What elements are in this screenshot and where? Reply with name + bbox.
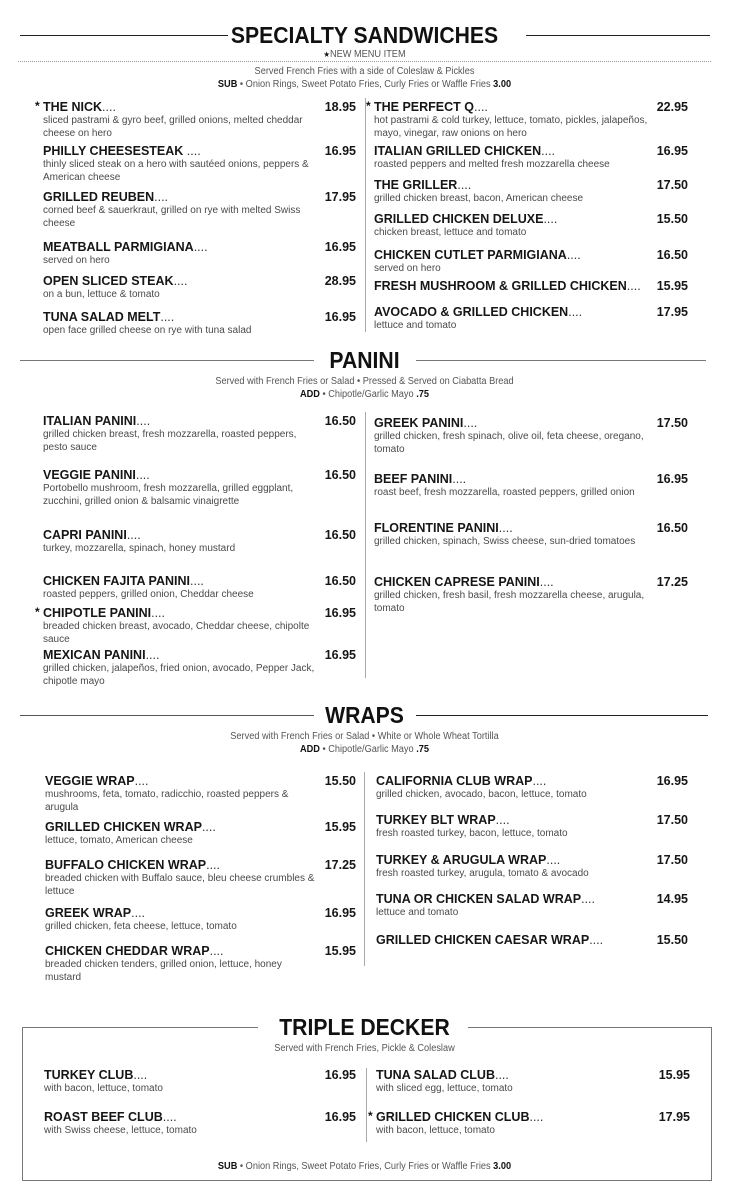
served-note: Served with French Fries or Salad • Pressed & Served on Ciabatta Bread: [215, 376, 514, 387]
menu-item: [43, 240, 356, 268]
item-description: hot pastrami & cold turkey, lettuce, tomato, pickles, jalapeños, mayo, vinegar, raw onions on hero: [374, 115, 648, 139]
new-item-star-icon: *: [366, 99, 371, 113]
item-price: 16.95: [324, 606, 356, 620]
item-name: THE GRILLER....: [374, 178, 472, 192]
item-description: breaded chicken with Buffalo sauce, bleu cheese crumbles & lettuce: [45, 873, 315, 897]
section-title: SPECIALTY SANDWICHES: [230, 22, 499, 48]
item-price: 16.95: [324, 1110, 356, 1124]
add-note: ADD • Chipotle/Garlic Mayo .75: [299, 744, 430, 755]
item-description: lettuce, tomato, American cheese: [45, 835, 193, 846]
menu-item: [43, 468, 356, 508]
item-price: 17.50: [656, 813, 688, 827]
menu-item: [374, 248, 688, 276]
item-name: TUNA OR CHICKEN SALAD WRAP....: [376, 892, 595, 906]
item-description: chicken breast, lettuce and tomato: [374, 227, 527, 238]
item-price: 18.95: [324, 100, 356, 114]
column-divider: [365, 412, 366, 678]
menu-item: [376, 813, 688, 841]
menu-item: [376, 1068, 690, 1096]
item-price: 15.95: [324, 944, 356, 958]
menu-item: [44, 1110, 356, 1138]
item-name: CHIPOTLE PANINI....: [43, 606, 166, 620]
item-price: 15.95: [656, 279, 688, 293]
item-price: 16.95: [324, 1068, 356, 1082]
panini-header: [0, 345, 729, 401]
menu-item: [43, 648, 356, 688]
menu-item: [43, 144, 356, 184]
item-price: 16.95: [324, 240, 356, 254]
item-name: CHICKEN CHEDDAR WRAP....: [45, 944, 224, 958]
new-item-star-icon: *: [35, 605, 40, 619]
menu-item: [374, 305, 688, 333]
menu-item: [43, 274, 356, 302]
item-price: 15.50: [324, 774, 356, 788]
menu-item: [45, 774, 356, 814]
item-name: CAPRI PANINI....: [43, 528, 141, 542]
item-description: fresh roasted turkey, bacon, lettuce, tomato: [376, 828, 568, 839]
item-description: mushrooms, feta, tomato, radicchio, roasted peppers & arugula: [45, 789, 289, 813]
add-note: ADD • Chipotle/Garlic Mayo .75: [299, 389, 430, 400]
dotted-divider: [18, 61, 711, 62]
item-name: TURKEY & ARUGULA WRAP....: [376, 853, 561, 867]
item-description: roasted peppers, grilled onion, Cheddar cheese: [43, 589, 254, 600]
item-price: 16.95: [656, 144, 688, 158]
menu-item: [35, 99, 356, 140]
item-name: CHICKEN CAPRESE PANINI....: [374, 575, 554, 589]
item-price: 16.95: [324, 648, 356, 662]
specialty-header: [0, 20, 729, 61]
menu-item: [374, 212, 688, 240]
menu-item: [366, 99, 688, 140]
item-name: VEGGIE PANINI....: [43, 468, 150, 482]
item-name: MEXICAN PANINI....: [43, 648, 160, 662]
item-description: grilled chicken, spinach, Swiss cheese, sun-dried tomatoes: [374, 536, 636, 547]
item-name: FLORENTINE PANINI....: [374, 521, 513, 535]
menu-item: [374, 416, 688, 456]
section-title: PANINI: [329, 347, 400, 373]
triple-sub-note: SUB • Onion Rings, Sweet Potato Fries, Curly Fries or Waffle Fries 3.00: [217, 1161, 512, 1172]
item-name: ITALIAN GRILLED CHICKEN....: [374, 144, 556, 158]
item-description: grilled chicken breast, bacon, American cheese: [374, 193, 584, 204]
item-description: grilled chicken, jalapeños, fried onion, avocado, Pepper Jack, chipotle mayo: [43, 663, 315, 687]
menu-item: [45, 820, 356, 848]
item-description: with sliced egg, lettuce, tomato: [376, 1083, 513, 1094]
item-name: OPEN SLICED STEAK....: [43, 274, 188, 288]
item-name: FRESH MUSHROOM & GRILLED CHICKEN....: [374, 279, 641, 293]
item-description: served on hero: [43, 255, 110, 266]
item-price: 17.50: [656, 416, 688, 430]
item-price: 15.50: [656, 212, 688, 226]
menu-item: [43, 574, 356, 602]
item-name: AVOCADO & GRILLED CHICKEN....: [374, 305, 583, 319]
item-name: CHICKEN FAJITA PANINI....: [43, 574, 204, 588]
new-item-star-icon: *: [35, 99, 40, 113]
item-price: 22.95: [656, 100, 688, 114]
item-price: 17.95: [324, 190, 356, 204]
item-description: on a bun, lettuce & tomato: [43, 289, 160, 300]
item-description: grilled chicken breast, fresh mozzarella, roasted peppers, pesto sauce: [43, 429, 297, 453]
item-name: GRILLED REUBEN....: [43, 190, 169, 204]
item-name: GRILLED CHICKEN DELUXE....: [374, 212, 558, 226]
menu-item: [376, 933, 688, 948]
served-note: Served with French Fries or Salad • White or Whole Wheat Tortilla: [230, 731, 499, 742]
served-note: Served French Fries with a side of Coleslaw & Pickles: [254, 66, 475, 77]
item-description: served on hero: [374, 263, 441, 274]
wraps-header: [0, 700, 729, 756]
item-description: Portobello mushroom, fresh mozzarella, grilled eggplant, zucchini, grilled onion & balsamic vinaigrette: [43, 483, 294, 507]
menu-item: [376, 892, 688, 920]
item-name: GRILLED CHICKEN WRAP....: [45, 820, 216, 834]
item-description: fresh roasted turkey, arugula, tomato & avocado: [376, 868, 589, 879]
menu-item: [368, 1109, 690, 1138]
item-description: corned beef & sauerkraut, grilled on rye with melted Swiss cheese: [43, 205, 301, 229]
menu-item: [374, 521, 688, 549]
item-description: with bacon, lettuce, tomato: [44, 1083, 163, 1094]
item-description: breaded chicken breast, avocado, Cheddar cheese, chipolte sauce: [43, 621, 310, 645]
item-price: 17.25: [656, 575, 688, 589]
item-name: MEATBALL PARMIGIANA....: [43, 240, 208, 254]
star-icon: ★: [323, 50, 330, 59]
menu-item: [44, 1068, 356, 1096]
menu-item: [374, 575, 688, 615]
section-title: WRAPS: [325, 702, 404, 728]
item-price: 16.50: [656, 248, 688, 262]
menu-item: [45, 858, 356, 898]
item-description: breaded chicken tenders, grilled onion, lettuce, honey mustard: [45, 959, 282, 983]
item-name: THE NICK....: [43, 100, 116, 114]
item-description: turkey, mozzarella, spinach, honey mustard: [43, 543, 236, 554]
item-price: 16.50: [324, 574, 356, 588]
item-price: 17.95: [658, 1110, 690, 1124]
item-price: 17.25: [324, 858, 356, 872]
item-description: sliced pastrami & gyro beef, grilled onions, melted cheddar cheese on hero: [43, 115, 303, 139]
item-name: CHICKEN CUTLET PARMIGIANA....: [374, 248, 581, 262]
item-price: 16.95: [324, 906, 356, 920]
item-price: 14.95: [656, 892, 688, 906]
menu-item: [374, 472, 688, 500]
item-name: THE PERFECT Q....: [374, 100, 488, 114]
item-price: 16.95: [324, 310, 356, 324]
column-divider: [365, 98, 366, 332]
item-price: 15.50: [656, 933, 688, 947]
menu-item: [376, 853, 688, 881]
menu-item: [43, 528, 356, 556]
item-price: 15.95: [324, 820, 356, 834]
menu-item: [374, 144, 688, 172]
item-name: CALIFORNIA CLUB WRAP....: [376, 774, 547, 788]
item-name: GREEK WRAP....: [45, 906, 146, 920]
item-name: BUFFALO CHICKEN WRAP....: [45, 858, 221, 872]
item-name: PHILLY CHEESESTEAK ....: [43, 144, 201, 158]
menu-item: [45, 944, 356, 984]
served-note: Served with French Fries, Pickle & Coleslaw: [274, 1043, 455, 1054]
item-name: GRILLED CHICKEN CLUB....: [376, 1110, 544, 1124]
item-name: BEEF PANINI....: [374, 472, 467, 486]
item-price: 16.95: [656, 774, 688, 788]
specialty-notes: [0, 65, 729, 91]
item-price: 16.50: [324, 468, 356, 482]
item-name: VEGGIE WRAP....: [45, 774, 149, 788]
section-title: TRIPLE DECKER: [279, 1014, 450, 1040]
item-description: lettuce and tomato: [376, 907, 459, 918]
item-price: 16.50: [656, 521, 688, 535]
item-name: GREEK PANINI....: [374, 416, 478, 430]
item-price: 16.50: [324, 414, 356, 428]
item-name: GRILLED CHICKEN CAESAR WRAP....: [376, 933, 604, 947]
item-name: ITALIAN PANINI....: [43, 414, 151, 428]
item-price: 16.95: [324, 144, 356, 158]
item-name: TUNA SALAD MELT....: [43, 310, 175, 324]
menu-item: [374, 178, 688, 206]
item-name: TURKEY BLT WRAP....: [376, 813, 510, 827]
menu-item: [35, 605, 356, 646]
item-description: with bacon, lettuce, tomato: [376, 1125, 495, 1136]
item-price: 16.50: [324, 528, 356, 542]
column-divider: [366, 1068, 367, 1142]
item-price: 15.95: [658, 1068, 690, 1082]
column-divider: [364, 772, 365, 966]
menu-item: [43, 414, 356, 454]
menu-item: [376, 774, 688, 802]
item-name: ROAST BEEF CLUB....: [44, 1110, 177, 1124]
item-price: 17.95: [656, 305, 688, 319]
item-description: grilled chicken, fresh spinach, olive oil, feta cheese, oregano, tomato: [374, 431, 644, 455]
item-description: thinly sliced steak on a hero with sautéed onions, peppers & American cheese: [43, 159, 309, 183]
item-description: roast beef, fresh mozzarella, roasted peppers, grilled onion: [374, 487, 635, 498]
new-item-star-icon: *: [368, 1109, 373, 1123]
item-description: with Swiss cheese, lettuce, tomato: [44, 1125, 197, 1136]
menu-item: [45, 906, 356, 934]
item-description: grilled chicken, feta cheese, lettuce, tomato: [45, 921, 237, 932]
item-description: lettuce and tomato: [374, 320, 457, 331]
menu-item: [374, 279, 688, 294]
item-description: roasted peppers and melted fresh mozzarella cheese: [374, 159, 610, 170]
item-name: TURKEY CLUB....: [44, 1068, 148, 1082]
item-description: open face grilled cheese on rye with tuna salad: [43, 325, 252, 336]
item-price: 17.50: [656, 853, 688, 867]
sub-note: SUB • Onion Rings, Sweet Potato Fries, Curly Fries or Waffle Fries 3.00: [217, 79, 512, 90]
item-price: 28.95: [324, 274, 356, 288]
menu-item: [43, 190, 356, 230]
item-price: 17.50: [656, 178, 688, 192]
triple-decker-header: [0, 1012, 729, 1055]
item-price: 16.95: [656, 472, 688, 486]
item-description: grilled chicken, avocado, bacon, lettuce, tomato: [376, 789, 587, 800]
new-item-legend: ★NEW MENU ITEM: [323, 49, 406, 60]
menu-item: [43, 310, 356, 338]
item-description: grilled chicken, fresh basil, fresh mozzarella cheese, arugula, tomato: [374, 590, 645, 614]
item-name: TUNA SALAD CLUB....: [376, 1068, 509, 1082]
